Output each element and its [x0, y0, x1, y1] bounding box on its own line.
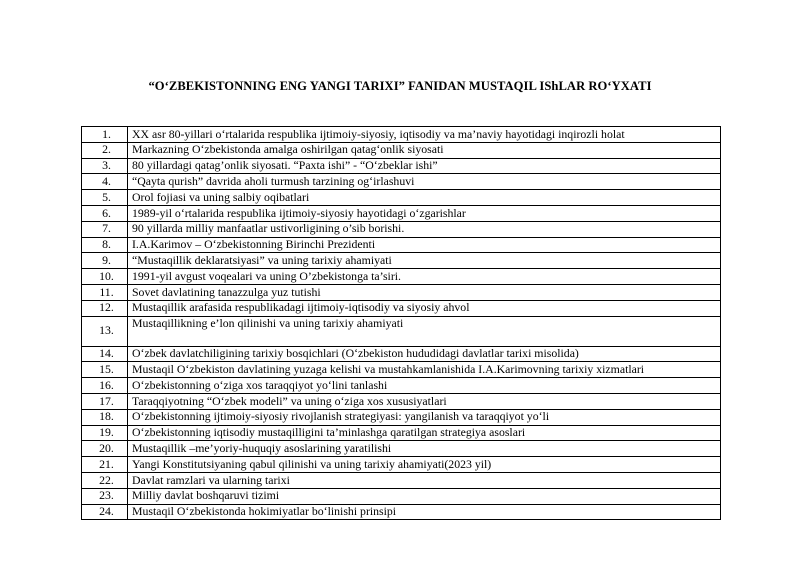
table-row [82, 190, 721, 206]
table-row [82, 269, 721, 285]
row-number: 12. [82, 300, 128, 316]
table-row [82, 253, 721, 269]
row-number: 22. [82, 472, 128, 488]
table-row [82, 378, 721, 394]
row-number: 2. [82, 142, 128, 158]
table-row [82, 300, 721, 316]
row-number: 15. [82, 362, 128, 378]
row-number: 19. [82, 425, 128, 441]
table-row [82, 316, 721, 346]
table-row [82, 441, 721, 457]
row-number: 23. [82, 488, 128, 504]
row-topic: Mustaqillik –me’yoriy-huquqiy asoslarining yaratilishi [128, 441, 721, 457]
table-row [82, 425, 721, 441]
row-number: 9. [82, 253, 128, 269]
row-topic: O‘zbekistonning ijtimoiy-siyosiy rivojlanish strategiyasi: yangilanish va taraqqiyot yo‘li [128, 409, 721, 425]
row-number: 1. [82, 127, 128, 143]
row-number: 17. [82, 393, 128, 409]
row-topic: Yangi Konstitutsiyaning qabul qilinishi va uning tarixiy ahamiyati(2023 yil) [128, 457, 721, 473]
row-topic: Milliy davlat boshqaruvi tizimi [128, 488, 721, 504]
table-row [82, 237, 721, 253]
row-topic: Taraqqiyotning “O‘zbek modeli” va uning o‘ziga xos xususiyatlari [128, 393, 721, 409]
row-topic: “Qayta qurish” davrida aholi turmush tarzining og‘irlashuvi [128, 174, 721, 190]
row-topic: O‘zbekistonning iqtisodiy mustaqilligini ta’minlashga qaratilgan strategiya asoslari [128, 425, 721, 441]
table-row [82, 346, 721, 362]
row-number: 6. [82, 205, 128, 221]
row-topic: Sovet davlatining tanazzulga yuz tutishi [128, 284, 721, 300]
table-row [82, 142, 721, 158]
row-topic: 80 yillardagi qatag’onlik siyosati. “Paxta ishi” - “O‘zbeklar ishi” [128, 158, 721, 174]
table-row [82, 457, 721, 473]
row-topic: 1991-yil avgust voqealari va uning O’zbekistonga ta’siri. [128, 269, 721, 285]
table-row [82, 221, 721, 237]
row-number: 16. [82, 378, 128, 394]
row-number: 13. [82, 316, 128, 346]
row-number: 24. [82, 504, 128, 520]
row-number: 14. [82, 346, 128, 362]
topics-table [81, 126, 721, 520]
row-number: 10. [82, 269, 128, 285]
table-row [82, 504, 721, 520]
row-topic: Mustaqil O‘zbekistonda hokimiyatlar bo‘linishi prinsipi [128, 504, 721, 520]
table-row [82, 409, 721, 425]
row-topic: Mustaqillikning e’lon qilinishi va uning tarixiy ahamiyati [128, 316, 721, 346]
row-topic: Mustaqil O‘zbekiston davlatining yuzaga kelishi va mustahkamlanishida I.A.Karimovning tarixiy xizmatlari [128, 362, 721, 378]
row-topic: 90 yillarda milliy manfaatlar ustivorligining o’sib borishi. [128, 221, 721, 237]
row-number: 3. [82, 158, 128, 174]
row-number: 8. [82, 237, 128, 253]
row-topic: Orol fojiasi va uning salbiy oqibatlari [128, 190, 721, 206]
row-number: 11. [82, 284, 128, 300]
row-topic: “Mustaqillik deklaratsiyasi” va uning tarixiy ahamiyati [128, 253, 721, 269]
row-number: 21. [82, 457, 128, 473]
row-topic: Mustaqillik arafasida respublikadagi ijtimoiy-iqtisodiy va siyosiy ahvol [128, 300, 721, 316]
row-topic: XX asr 80-yillari o‘rtalarida respublika ijtimoiy-siyosiy, iqtisodiy va ma’naviy hayotidagi inqirozli holat [128, 127, 721, 143]
table-row [82, 205, 721, 221]
row-topic: Davlat ramzlari va ularning tarixi [128, 472, 721, 488]
row-topic: Markazning O‘zbekistonda amalga oshirilgan qatag‘onlik siyosati [128, 142, 721, 158]
row-number: 4. [82, 174, 128, 190]
row-topic: O‘zbek davlatchiligining tarixiy bosqichlari (O‘zbekiston hududidagi davlatlar tarixi misolida) [128, 346, 721, 362]
table-row [82, 158, 721, 174]
table-row [82, 472, 721, 488]
row-topic: 1989-yil o‘rtalarida respublika ijtimoiy-siyosiy hayotidagi o‘zgarishlar [128, 205, 721, 221]
row-number: 7. [82, 221, 128, 237]
table-row [82, 174, 721, 190]
table-row [82, 284, 721, 300]
table-row [82, 488, 721, 504]
table-row [82, 393, 721, 409]
row-number: 20. [82, 441, 128, 457]
table-row [82, 362, 721, 378]
row-number: 5. [82, 190, 128, 206]
row-topic: O‘zbekistonning o‘ziga xos taraqqiyot yo‘lini tanlashi [128, 378, 721, 394]
row-topic: I.A.Karimov – O‘zbekistonning Birinchi Prezidenti [128, 237, 721, 253]
table-row [82, 127, 721, 143]
document-title: “O‘ZBEKISTONNING ENG YANGI TARIXI” FANIDAN MUSTAQIL IShLAR RO‘YXATI [148, 79, 652, 93]
row-number: 18. [82, 409, 128, 425]
